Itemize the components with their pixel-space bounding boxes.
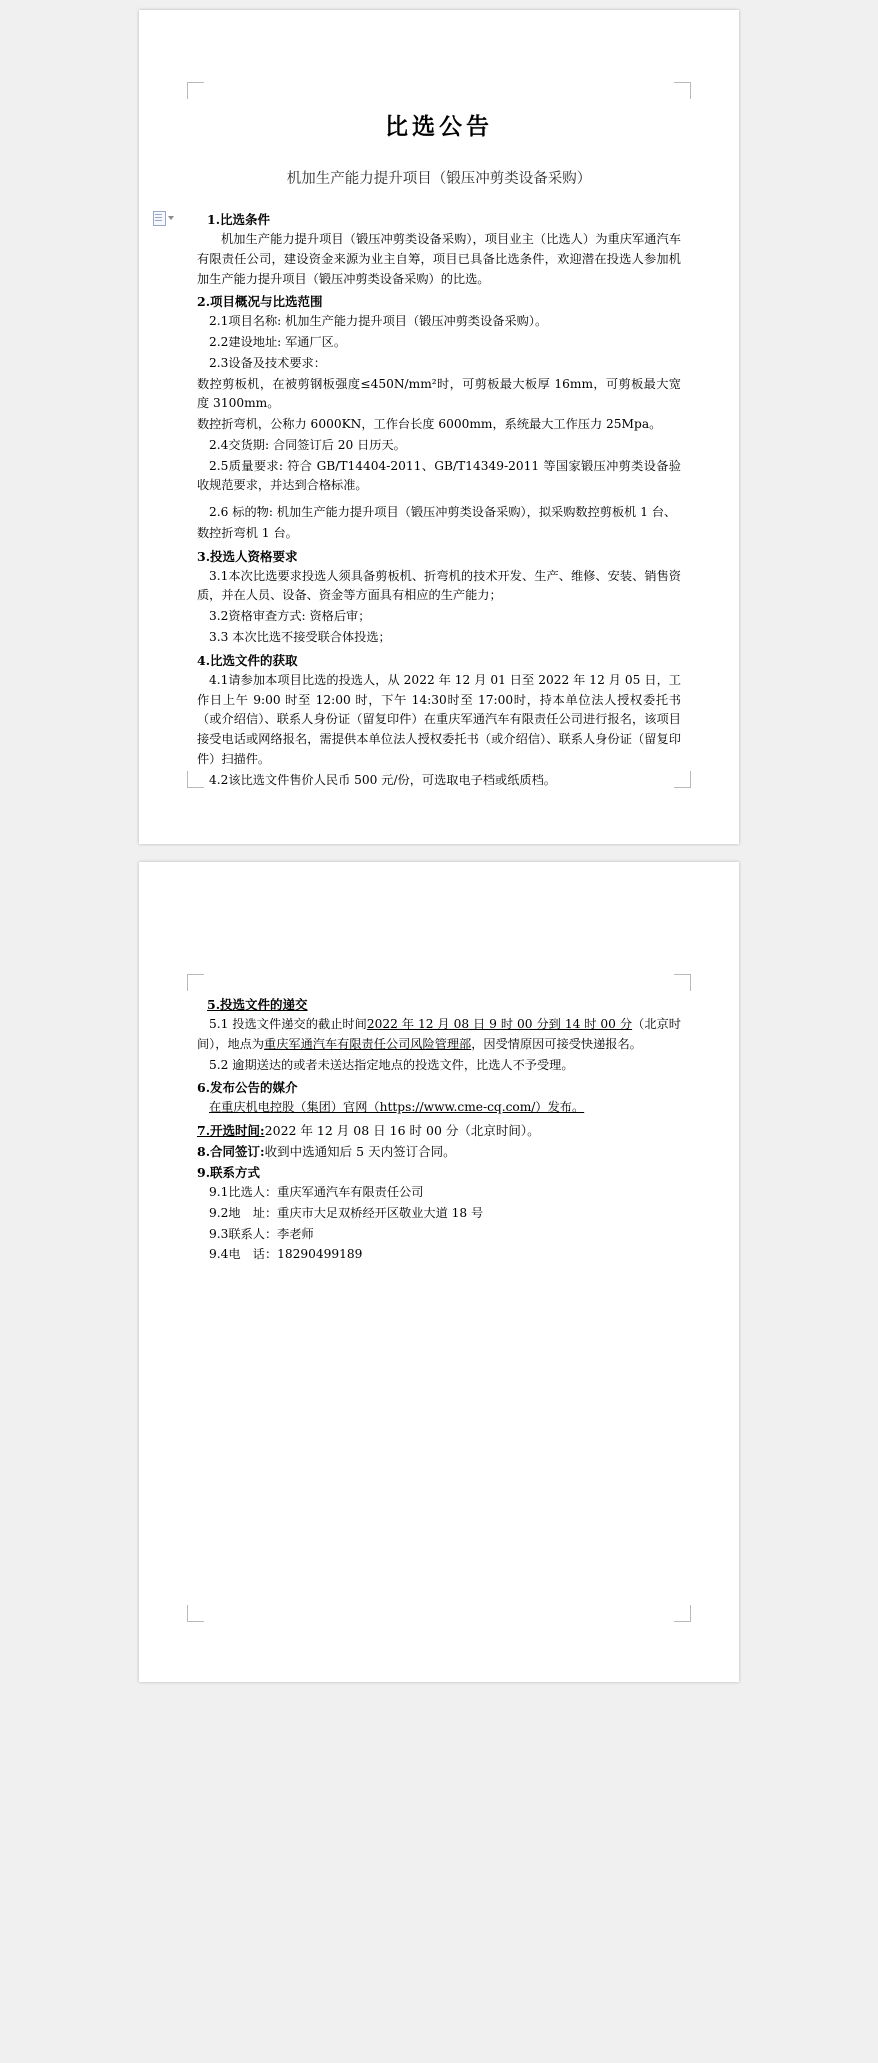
section-2-5: 2.5质量要求: 符合 GB/T14404-2011、GB/T14349-2011 等国家锻压冲剪类设备验收规范要求，并达到合格标准。 <box>197 458 681 493</box>
section-2-6-cont: 数控折弯机 1 台。 <box>197 525 298 540</box>
section-7-label: 7.开选时间: <box>197 1123 265 1139</box>
section-5-1-a: 5.1 投选文件递交的截止时间 <box>209 1017 367 1031</box>
section-5-2: 5.2 逾期送达的或者未送达指定地点的投选文件，比选人不予受理。 <box>209 1057 574 1072</box>
section-6-heading: 6.发布公告的媒介 <box>197 1080 298 1096</box>
section-5-heading: 5.投选文件的递交 <box>207 997 308 1012</box>
section-9-2: 9.2地 址：重庆市大足双桥经开区敬业大道 18 号 <box>209 1205 484 1220</box>
page-subtitle: 机加生产能力提升项目（锻压冲剪类设备采购） <box>286 171 592 187</box>
page-glyph <box>153 211 166 226</box>
section-3-heading: 3.投选人资格要求 <box>197 548 298 564</box>
section-8-value: 收到中选通知后 5 天内签订合同。 <box>264 1144 456 1160</box>
crop-mark-bottom-left <box>187 1605 204 1622</box>
section-1-heading: 1.比选条件 <box>207 212 271 227</box>
crop-mark-top-right <box>674 974 691 991</box>
section-7-heading <box>197 1121 681 1139</box>
section-2-3-detail-1: 数控剪板机，在被剪钢板强度≤450N/mm²时，可剪板最大板厚 16mm，可剪板最大宽度 3100mm。 <box>197 376 681 411</box>
section-2-2: 2.2建设地址: 军通厂区。 <box>209 335 347 350</box>
page-title: 比选公告 <box>385 113 493 140</box>
chevron-down-icon <box>168 216 174 220</box>
crop-mark-top-left <box>187 974 204 991</box>
section-9-3: 9.3联系人：李老师 <box>209 1226 314 1241</box>
crop-mark-top-left <box>187 82 204 99</box>
section-5-1 <box>197 1015 681 1055</box>
section-1-paragraph: 机加生产能力提升项目（锻压冲剪类设备采购），项目业主（比选人）为重庆军通汽车有限责任公司，建设资金来源为业主自筹，项目已具备比选条件，欢迎潜在投选人参加机加生产能力提升项目（锻压冲剪类设备采购）的比选。 <box>197 232 681 286</box>
section-3-3: 3.3 本次比选不接受联合体投选； <box>209 630 391 645</box>
document-page-1 <box>139 10 739 844</box>
section-2-3-detail-2: 数控折弯机，公称力 6000KN，工作台长度 6000mm，系统最大工作压力 25Mpa。 <box>197 417 662 432</box>
crop-mark-top-right <box>674 82 691 99</box>
section-4-2: 4.2该比选文件售价人民币 500 元/份，可选取电子档或纸质档。 <box>209 772 556 787</box>
section-7-value: 2022 年 12 月 08 日 16 时 00 分（北京时间）。 <box>264 1123 540 1139</box>
section-2-heading: 2.项目概况与比选范围 <box>197 294 323 310</box>
section-9-heading: 9.联系方式 <box>197 1165 261 1181</box>
section-4-1: 4.1请参加本项目比选的投选人，从 2022 年 12 月 01 日至 2022 年 12 月 05 日，工作日上午 9:00 时至 12:00 时，下午 14:30时至 17:00时，持本单位法人授权委托书（或介绍信）、联系人身份证（留复印件）在重庆军通汽车有限责任公司进行报名，该项目接受电话或网络报名，需提供本单位法人授权委托书（或介绍信）、联系人身份证（留复印件）扫描件。 <box>197 672 681 766</box>
section-9-1: 9.1比选人：重庆军通汽车有限责任公司 <box>209 1185 424 1200</box>
section-5-1-b: （北京时间），地点为 <box>197 1017 681 1051</box>
section-5-1-c: ，因受情原因可接受快递报名。 <box>471 1036 642 1051</box>
section-3-2: 3.2资格审查方式: 资格后审； <box>209 609 371 624</box>
section-9-4: 9.4电 话：18290499189 <box>209 1247 363 1262</box>
page-thumbnail-icon[interactable] <box>153 210 175 226</box>
document-page-2 <box>139 862 739 1682</box>
section-5-1-deadline: 2022 年 12 月 08 日 9 时 00 分到 14 时 00 分 <box>366 1017 633 1031</box>
section-8-heading <box>197 1142 681 1160</box>
section-2-1: 2.1项目名称: 机加生产能力提升项目（锻压冲剪类设备采购）。 <box>209 314 548 329</box>
section-4-heading: 4.比选文件的获取 <box>197 652 298 668</box>
section-2-4: 2.4交货期: 合同签订后 20 日历天。 <box>209 437 406 452</box>
section-5-1-location: 重庆军通汽车有限责任公司风险管理部 <box>264 1036 472 1051</box>
section-3-1: 3.1本次比选要求投选人须具备剪板机、折弯机的技术开发、生产、维修、安装、销售资质，并在人员、设备、资金等方面具有相应的生产能力； <box>197 568 681 603</box>
section-8-label: 8.合同签订: <box>197 1144 265 1160</box>
section-2-3: 2.3设备及技术要求： <box>209 355 326 370</box>
section-2-6: 2.6 标的物: 机加生产能力提升项目（锻压冲剪类设备采购），拟采购数控剪板机 1 台、 <box>209 505 677 520</box>
crop-mark-bottom-right <box>674 1605 691 1622</box>
section-6-media: 在重庆机电控股（集团）官网（https://www.cme-cq.com/）发布。 <box>209 1100 585 1115</box>
